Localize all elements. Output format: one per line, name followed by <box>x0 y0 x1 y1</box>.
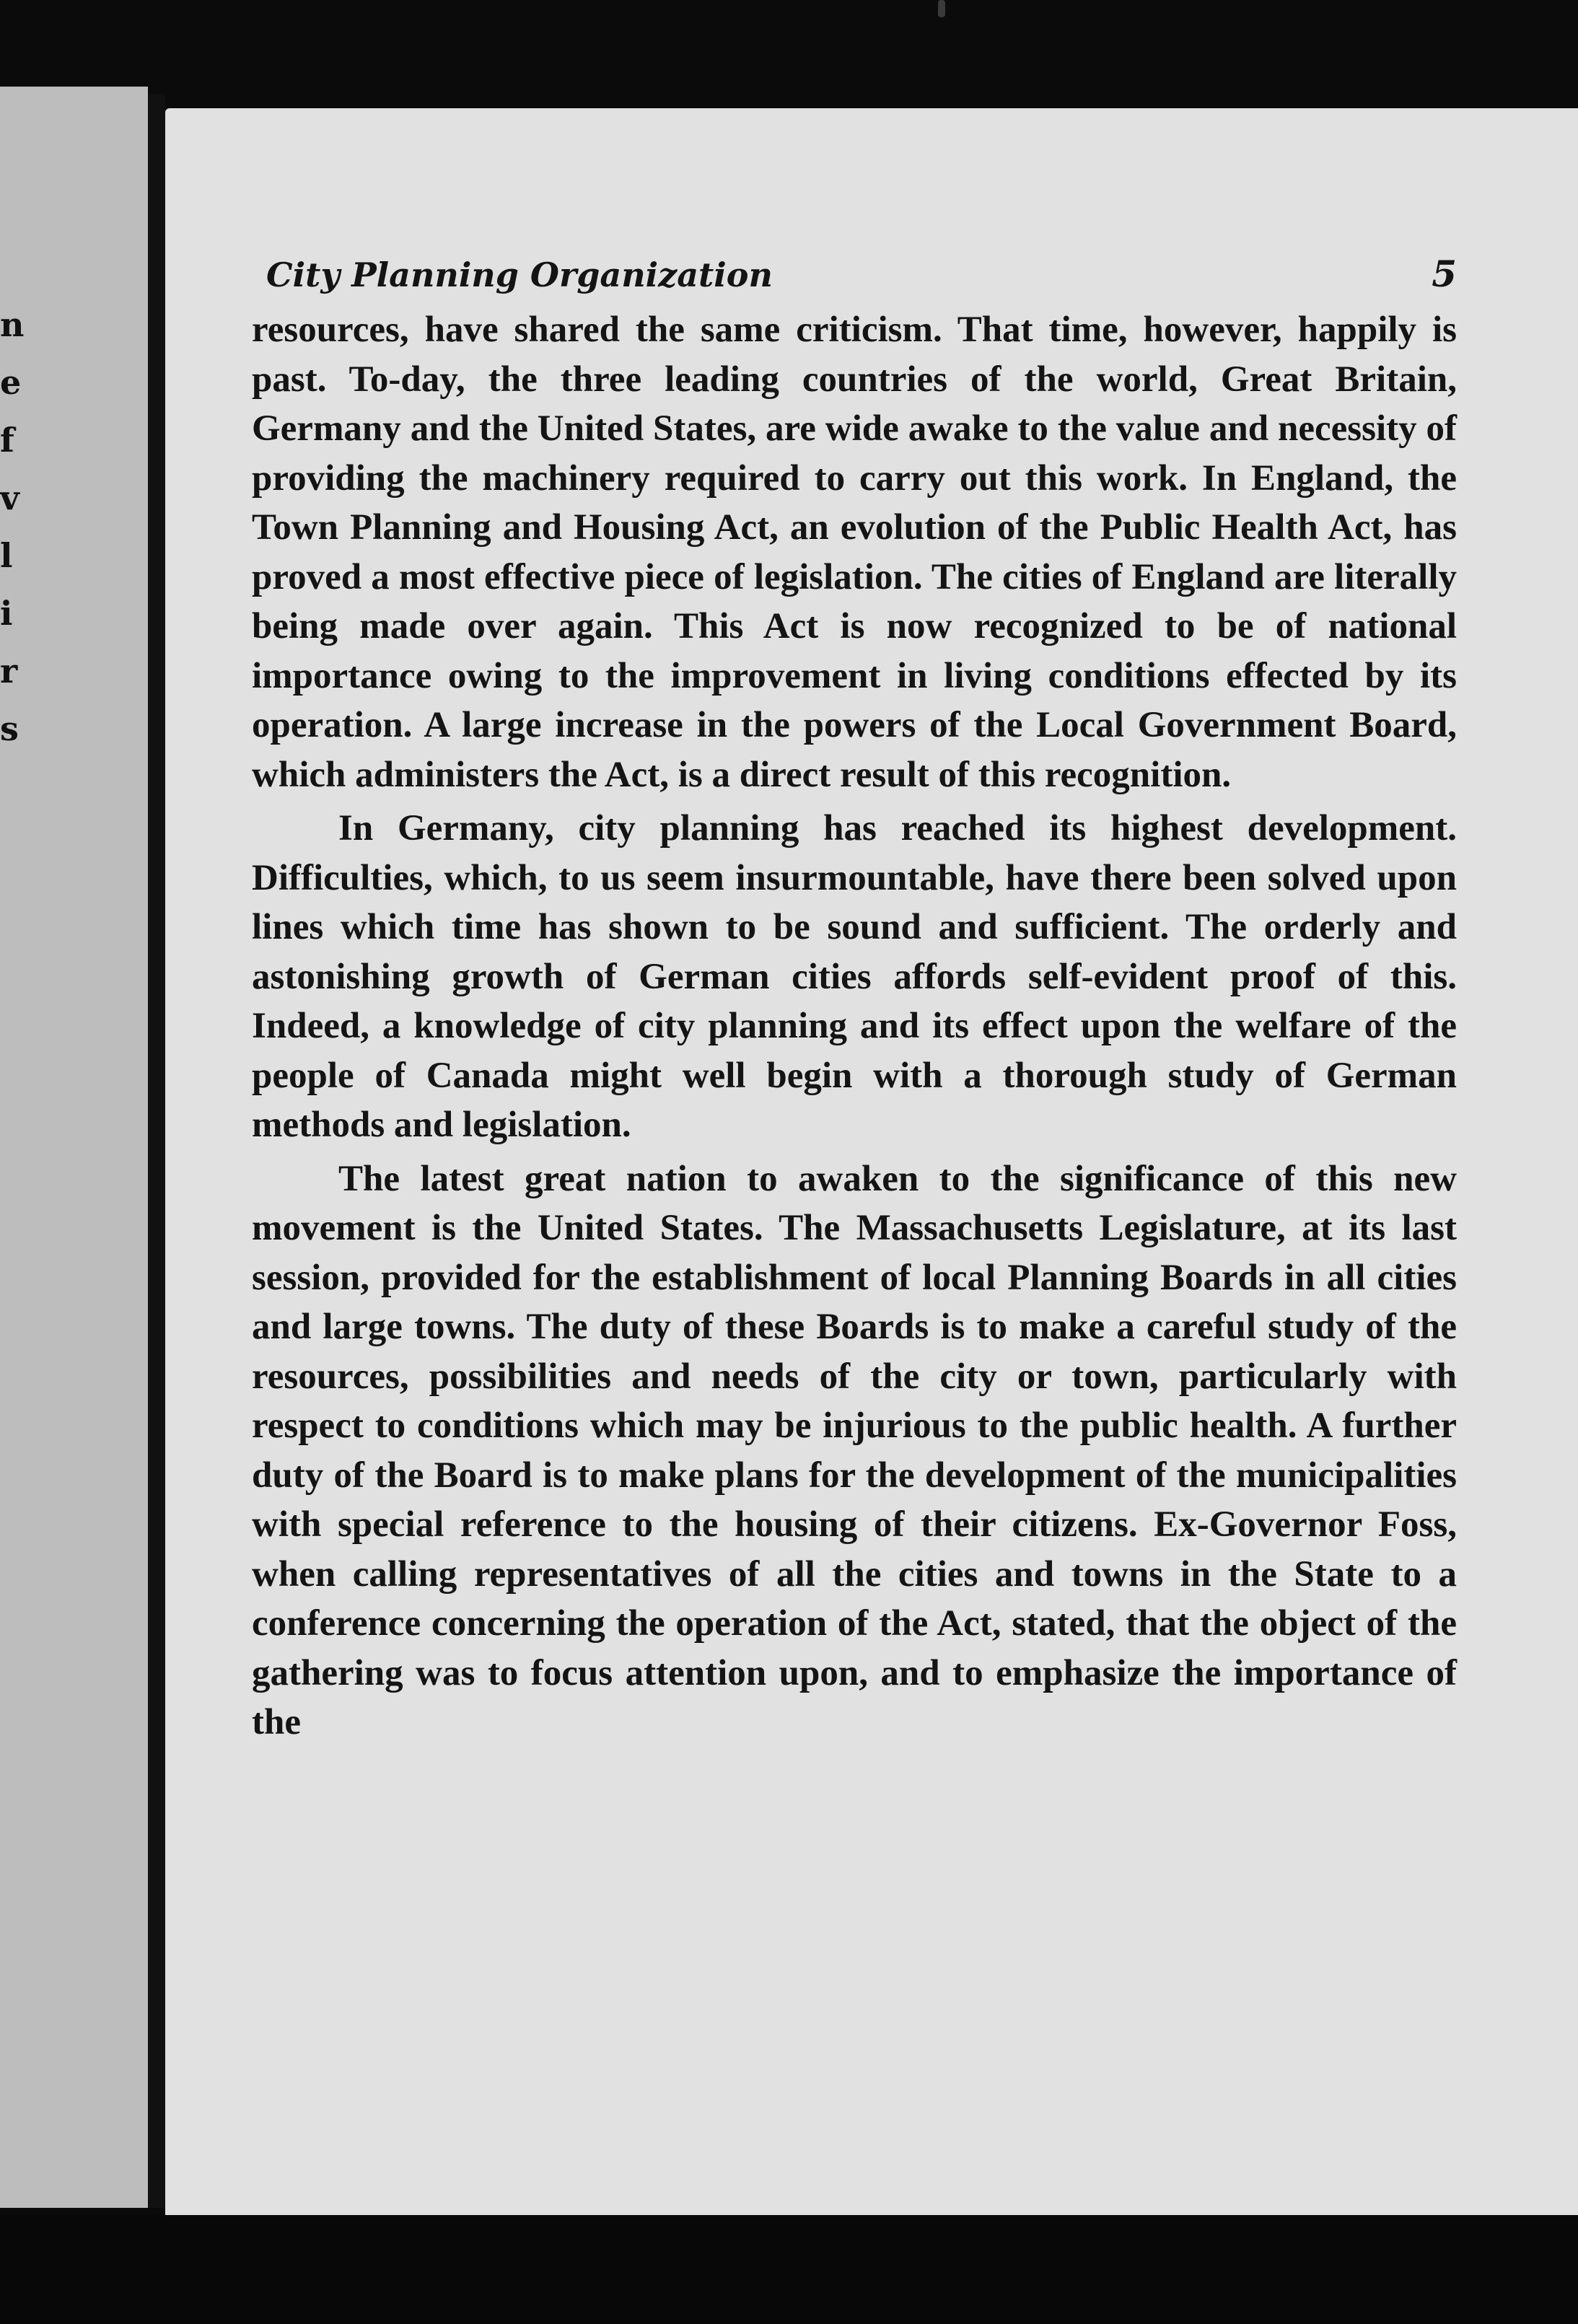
left-page-edge <box>0 87 148 2208</box>
paragraph: In Germany, city planning has reached its highest development. Difficulties, which, to us seem insurmountable, have there been solved upon lines which time has shown to be sound and sufficient. The orderly and astonishing growth of German cities affords self-evident proof of this. Indeed, a knowledge of city planning and its effect upon the welfare of the people of Canada might well begin with a thorough study of German methods and legislation. <box>252 808 1457 1145</box>
paragraph: The latest great nation to awaken to the significance of this new movement is the United States. The Massachusetts Legislature, at its last session, provided for the establishment of local Planning Boards in all cities and large towns. The duty of these Boards is to make a careful study of the resources, possibilities and needs of the city or town, particularly with respect to conditions which may be injurious to the public health. A further duty of the Board is to make plans for the development of the municipalities with special reference to the housing of their citizens. Ex-Governor Foss, when calling representatives of all the cities and towns in the State to a conference concerning the operation of the Act, stated, that the object of the gathering was to focus attention upon, and to emphasize the importance of the <box>252 1158 1457 1742</box>
left-edge-char: i <box>0 594 13 633</box>
bottom-scan-border <box>0 2215 1578 2324</box>
book-spine-shadow <box>148 94 165 2208</box>
left-page-cut-text <box>0 296 43 758</box>
book-page <box>165 108 1578 2215</box>
left-edge-char: s <box>0 709 19 748</box>
left-edge-char: r <box>0 652 18 690</box>
left-edge-char: e <box>0 363 22 402</box>
page-number: 5 <box>1432 253 1457 295</box>
left-edge-char: f <box>0 421 14 460</box>
running-title: City Planning Organization <box>266 255 773 294</box>
left-edge-char: v <box>0 478 19 517</box>
body-text <box>252 305 1457 1748</box>
scan-speck <box>938 0 945 17</box>
paragraph: resources, have shared the same criticism. That time, however, happily is past. To-day, the three leading countries of the world, Great Britain, Germany and the United States, are wide awake to the value and necessity of providing the machinery required to carry out this work. In England, the Town Planning and Housing Act, an evolution of the Public Health Act, has proved a most effective piece of legislation. The cities of England are literally being made over again. This Act is now recognized to be of national importance owing to the improvement in living conditions effected by its operation. A large increase in the powers of the Local Government Board, which administers the Act, is a direct result of this recognition. <box>252 310 1457 795</box>
left-edge-char: n <box>0 305 25 344</box>
left-edge-char: l <box>0 536 13 575</box>
running-header <box>266 253 1457 295</box>
page-content <box>252 253 1457 1752</box>
